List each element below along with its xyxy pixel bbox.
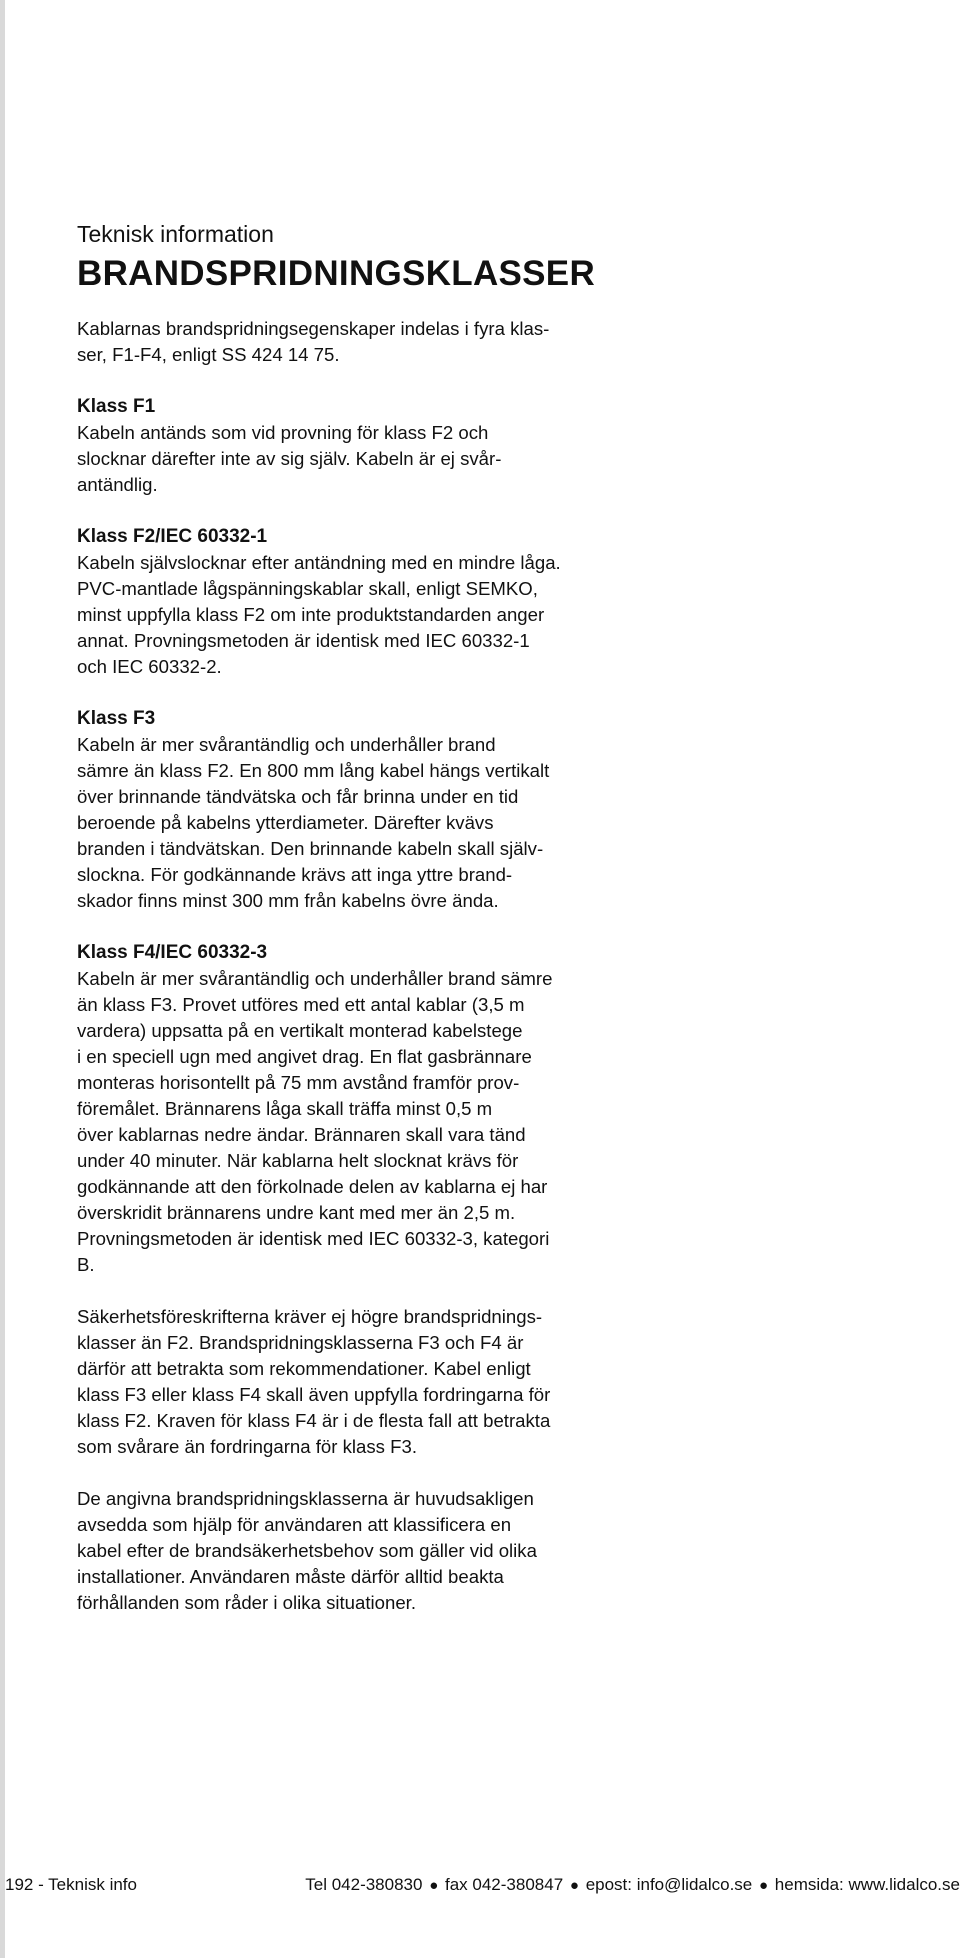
bullet-separator-icon: ●: [569, 1877, 579, 1894]
fax-number: fax 042-380847: [445, 1875, 564, 1894]
page-footer: [0, 1870, 960, 1900]
intro-paragraph: Kablarnas brandspridningsegenskaper indelas i fyra klas- ser, F1-F4, enligt SS 424 14 75.: [77, 318, 550, 365]
section-body: Kabeln antänds som vid provning för klass F2 och slocknar därefter inte av sig själv. Kabeln är ej svår- antändlig.: [77, 422, 502, 495]
section-body: Kabeln är mer svårantändlig och underhåller brand sämre än klass F2. En 800 mm lång kabel hängs vertikalt över brinnande tändvätska och får brinna under en tid beroende på kabelns ytterdiameter. Därefter kvävs branden i tändvätskan. Den brinnande kabeln skall själv- slockna. För godkännande krävs att inga yttre brand- skador finns minst 300 mm från kabelns övre ända.: [77, 734, 550, 911]
closing-paragraph-purpose: De angivna brandspridningsklasserna är huvudsakligen avsedda som hjälp för användaren att klassificera en kabel efter de brandsäkerhetsbehov som gäller vid olika installationer. Användaren måste därför alltid beakta förhållanden som råder i olika situationer.: [77, 1488, 537, 1613]
closing-paragraph-regulations: Säkerhetsföreskrifterna kräver ej högre brandspridnings- klasser än F2. Brandspridningsklasserna F3 och F4 är därför att betrakta som rekommendationer. Kabel enligt klass F3 eller klass F4 skall även uppfylla fordringarna för klass F2. Kraven för klass F4 är i de flesta fall att betrakta som svårare än fordringarna för klass F3.: [77, 1306, 551, 1457]
website-address: hemsida: www.lidalco.se: [774, 1875, 960, 1894]
class-section-f3: [77, 706, 637, 914]
page-content: [77, 218, 637, 1642]
section-heading: Klass F3: [77, 708, 156, 729]
section-overline: Teknisk information: [77, 221, 274, 247]
section-body: Kabeln självslocknar efter antändning med en mindre låga. PVC-mantlade lågspänningskablar skall, enligt SEMKO, minst uppfylla klass F2 om inte produktstandarden anger annat. Provningsmetoden är identisk med IEC 60332-1 och IEC 60332-2.: [77, 552, 561, 677]
section-heading: Klass F4/IEC 60332-3: [77, 942, 268, 963]
contact-line: [305, 1870, 960, 1901]
class-section-f2: [77, 524, 637, 680]
phone-number: Tel 042-380830: [305, 1875, 423, 1894]
bullet-separator-icon: ●: [429, 1877, 439, 1894]
page-title: BRANDSPRIDNINGSKLASSER: [77, 254, 596, 293]
section-heading: Klass F1: [77, 396, 156, 417]
section-heading: Klass F2/IEC 60332-1: [77, 526, 268, 547]
left-margin-rule: [0, 0, 5, 1958]
class-section-f4: [77, 940, 637, 1278]
email-address: epost: info@lidalco.se: [585, 1875, 753, 1894]
page-number-label: 192 - Teknisk info: [5, 1875, 137, 1894]
bullet-separator-icon: ●: [759, 1877, 769, 1894]
section-body: Kabeln är mer svårantändlig och underhåller brand sämre än klass F3. Provet utföres med ett antal kablar (3,5 m vardera) uppsatta på en vertikalt monterad kabelstege i en speciell ugn med angivet drag. En flat gasbrännare monteras horisontellt på 75 mm avstånd framför prov- föremålet. Brännarens låga skall träffa minst 0,5 m över kablarnas nedre ändar. Brännaren skall vara tänd under 40 minuter. När kablarna helt slocknat krävs för godkännande att den förkolnade delen av kablarna ej har överskridit brännarens undre kant med mer än 2,5 m. Provningsmetoden är identisk med IEC 60332-3, kategori B.: [77, 968, 553, 1275]
class-section-f1: [77, 394, 637, 498]
